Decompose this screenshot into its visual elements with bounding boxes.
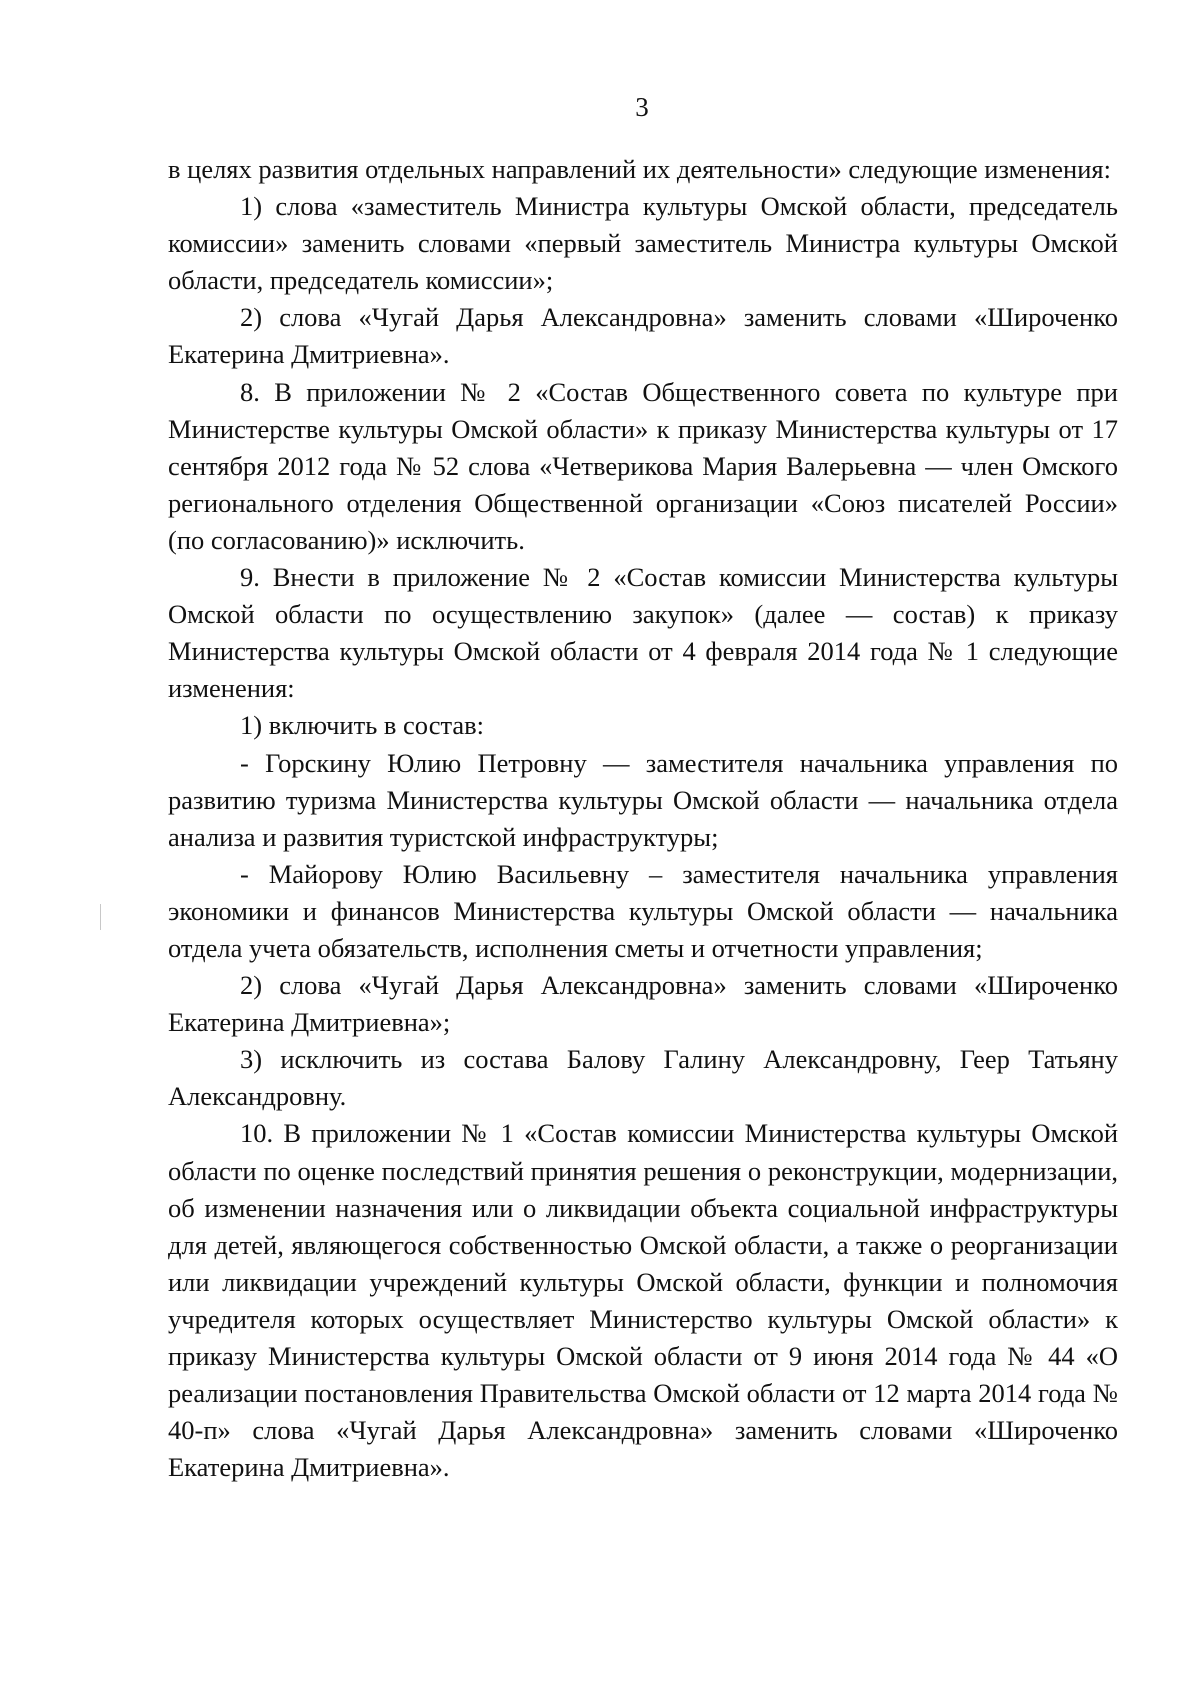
paragraph-item-10: 10. В приложении № 1 «Состав комиссии Министерства культуры Омской области по оценке последствий принятия решения о реконструкции, модернизации, об изменении назначения или о ликвидации объекта социальной инфраструктуры для детей, являющегося собственностью Омской области, а также о реорганизации или ликвидации учреждений культуры Омской области, функции и полномочия учредителя которых осуществляет Министерство культуры Омской области» к приказу Министерства культуры Омской области от 9 июня 2014 года № 44 «О реализации постановления Правительства Омской области от 12 марта 2014 года № 40-п» слова «Чугай Дарья Александровна» заменить словами «Широченко Екатерина Дмитриевна». xyxy=(168,1118,1118,1483)
paragraph-item-7-1: 1) слова «заместитель Министра культуры Омской области, председатель комиссии» заменить словами «первый заместитель Министра культуры Омской области, председатель комиссии»; xyxy=(168,191,1118,296)
paragraph-item-9-1: 1) включить в состав: xyxy=(240,710,485,741)
document-body xyxy=(168,151,1118,1486)
paragraph-item-9-2: 2) слова «Чугай Дарья Александровна» заменить словами «Широченко Екатерина Дмитриевна»; xyxy=(168,970,1118,1038)
paragraph-item-9-1-mayorova: - Майорову Юлию Васильевну – заместителя начальника управления экономики и финансов Министерства культуры Омской области — начальника отдела учета обязательств, исполнения сметы и отчетности управления; xyxy=(168,858,1118,963)
margin-mark xyxy=(100,904,101,930)
paragraph-item-9-3: 3) исключить из состава Балову Галину Александровну, Геер Татьяну Александровну. xyxy=(168,1044,1118,1112)
page-number: 3 xyxy=(635,92,649,122)
paragraph-item-8: 8. В приложении № 2 «Состав Общественного совета по культуре при Министерстве культуры Омской области» к приказу Министерства культуры от 17 сентября 2012 года № 52 слова «Четверикова Мария Валерьевна — член Омского регионального отделения Общественной организации «Союз писателей России» (по согласованию)» исключить. xyxy=(168,376,1118,555)
paragraph-item-9: 9. Внести в приложение № 2 «Состав комиссии Министерства культуры Омской области по осуществлению закупок» (далее — состав) к приказу Министерства культуры Омской области от 4 февраля 2014 года № 1 следующие изменения: xyxy=(168,562,1118,704)
paragraph-continuation: в целях развития отдельных направлений их деятельности» следующие изменения: xyxy=(168,154,1111,184)
paragraph-item-7-2: 2) слова «Чугай Дарья Александровна» заменить словами «Широченко Екатерина Дмитриевна». xyxy=(168,302,1118,370)
paragraph-item-9-1-gorskina: - Горскину Юлию Петровну — заместителя начальника управления по развитию туризма Министерства культуры Омской области — начальника отдела анализа и развития туристской инфраструктуры; xyxy=(168,747,1118,852)
